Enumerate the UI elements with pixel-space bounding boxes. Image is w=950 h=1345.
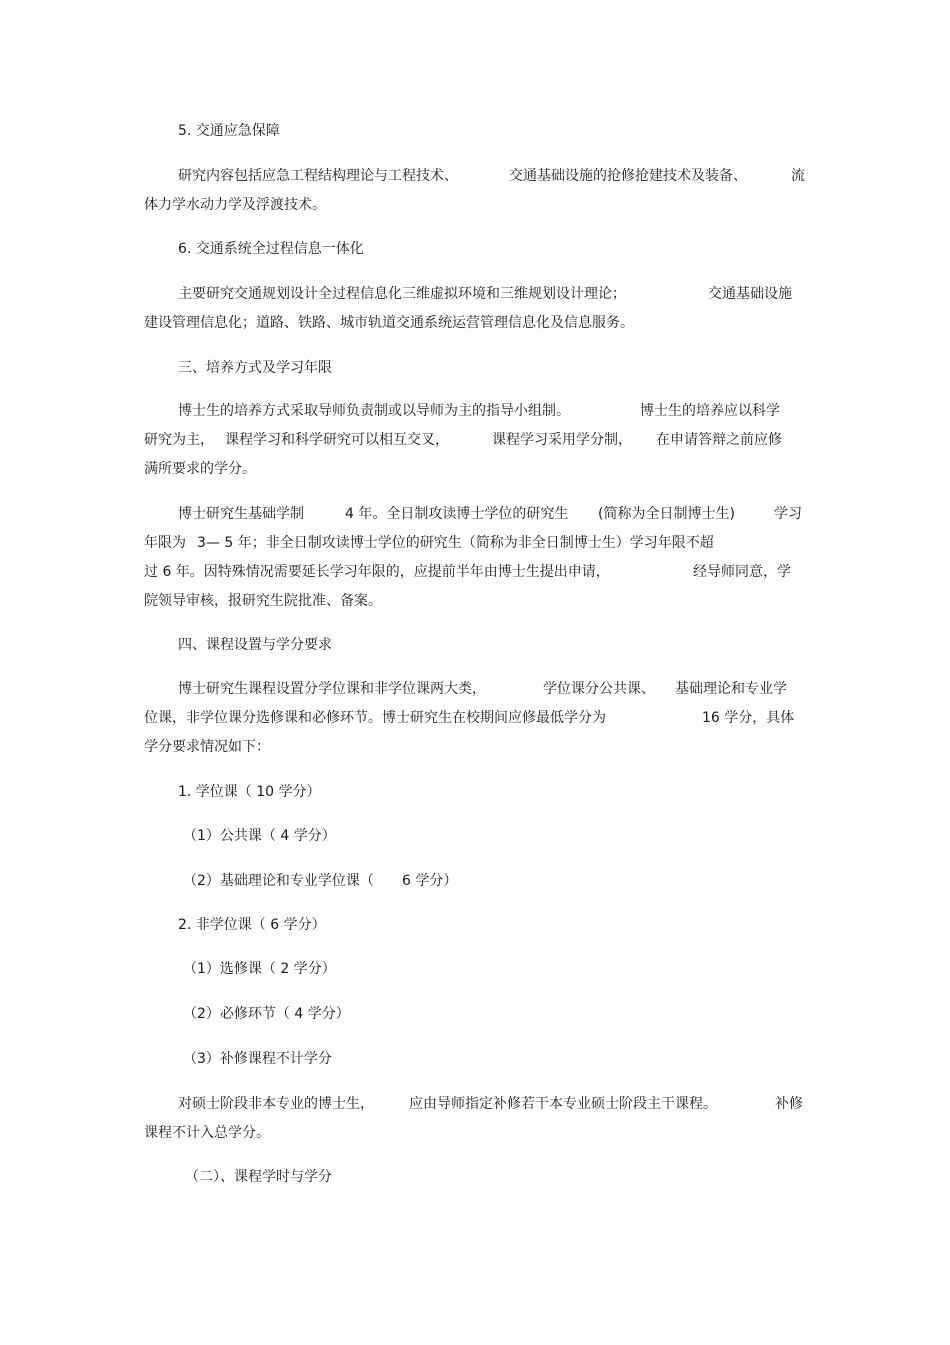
s5-body-l1c: 流 (791, 168, 805, 184)
section4-heading: 四、课程设置与学分要求 (178, 637, 332, 653)
item-basic-credit: 6 学分） (402, 873, 458, 889)
train-l1a: 博士生的培养方式采取导师负责制或以导师为主的指导小组制。 (178, 403, 570, 419)
subsection2-heading: （二）、课程学时与学分 (185, 1169, 332, 1185)
train-l2d: 在申请答辩之前应修 (656, 432, 782, 448)
duration-l1d: 学习 (774, 506, 802, 522)
duration-l3a: 过 6 年。因特殊情况需要延长学习年限的，应提前半年由博士生提出申请， (144, 564, 610, 580)
train-l2b: 课程学习和科学研究可以相互交叉， (225, 432, 449, 448)
courses-line-3: 学分要求情况如下： (144, 739, 270, 755)
courses-l1b: 学位课分公共课、 (543, 681, 655, 697)
item-nondegree-courses: 2. 非学位课（ 6 学分） (178, 917, 326, 933)
remedial-l1a: 对硕士阶段非本专业的博士生， (178, 1096, 374, 1112)
train-line-3: 满所要求的学分。 (144, 461, 256, 477)
item-degree-courses: 1. 学位课（ 10 学分） (178, 784, 321, 800)
s6-body-line-2: 建设管理信息化；道路、铁路、城市轨道交通系统运营管理信息化及信息服务。 (144, 315, 634, 331)
s5-body-line-2: 体力学水动力学及浮渡技术。 (144, 197, 326, 213)
s5-heading: 5. 交通应急保障 (178, 123, 280, 139)
remedial-l1b: 应由导师指定补修若干本专业硕士阶段主干课程。 (409, 1096, 717, 1112)
s5-body-l1a: 研究内容包括应急工程结构理论与工程技术、 (178, 168, 458, 184)
duration-l1b: 4 年。全日制攻读博士学位的研究生 (345, 506, 569, 522)
courses-l1c: 基础理论和专业学 (675, 681, 787, 697)
duration-l2a: 年限为 (144, 535, 186, 551)
item-public-courses: （1）公共课（ 4 学分） (183, 828, 336, 844)
duration-l2b: 3— 5 年；非全日制攻读博士学位的研究生（简称为非全日制博士生）学习年限不超 (197, 535, 714, 551)
train-l1b: 博士生的培养应以科学 (640, 403, 780, 419)
courses-l2b: 16 学分，具体 (702, 710, 795, 726)
duration-l1c: (简称为全日制博士生) (598, 506, 735, 522)
courses-l2a: 位课，非学位课分选修课和必修环节。博士研究生在校期间应修最低学分为 (144, 710, 606, 726)
s5-body-l1b: 交通基础设施的抢修抢建技术及装备、 (509, 168, 747, 184)
s6-body-l1b: 交通基础设施 (708, 286, 792, 302)
s6-body-l1a: 主要研究交通规划设计全过程信息化三维虚拟环境和三维规划设计理论； (178, 286, 626, 302)
train-l2c: 课程学习采用学分制， (492, 432, 632, 448)
item-basic-label: （2）基础理论和专业学位课（ (183, 873, 374, 889)
item-remedial-courses: （3）补修课程不计学分 (183, 1051, 332, 1067)
duration-line-4: 院领导审核，报研究生院批准、备案。 (144, 593, 382, 609)
courses-l1a: 博士研究生课程设置分学位课和非学位课两大类， (178, 681, 486, 697)
s6-heading: 6. 交通系统全过程信息一体化 (178, 241, 364, 257)
remedial-line-2: 课程不计入总学分。 (144, 1125, 270, 1141)
duration-l1a: 博士研究生基础学制 (178, 506, 304, 522)
train-l2a: 研究为主， (144, 432, 214, 448)
remedial-l1c: 补修 (775, 1096, 803, 1112)
item-elective-courses: （1）选修课（ 2 学分） (183, 961, 336, 977)
item-required-components: （2）必修环节（ 4 学分） (183, 1006, 350, 1022)
section3-heading: 三、培养方式及学习年限 (178, 360, 332, 376)
duration-l3b: 经导师同意，学 (693, 564, 791, 580)
